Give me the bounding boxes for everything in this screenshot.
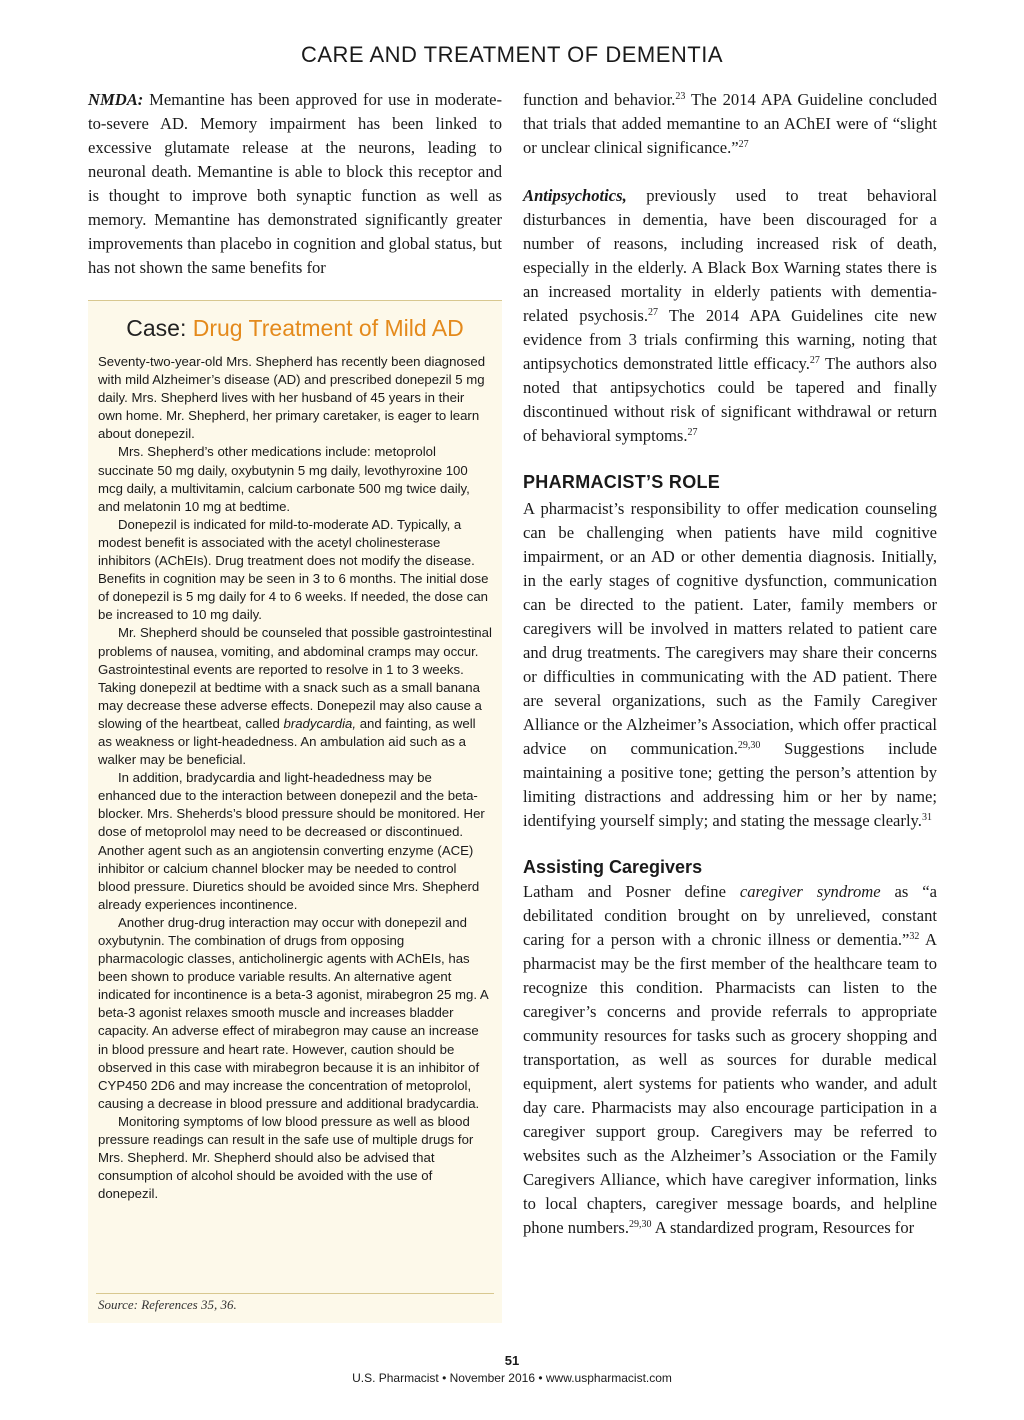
case-paragraph-4-term: bradycardia, — [283, 715, 357, 731]
assisting-caregivers-heading: Assisting Caregivers — [523, 857, 703, 877]
pharmacist-role-text-1: A pharmacist’s responsibility to offer medication counseling can be challenging when patients have mild cognitive impairment, or an AD or other dementia diagnosis. Initially, in the early stages of cognitive dysfunction, communication can be directed to the patient. Later, family members or caregivers will be involved in matters related to patient care and drug treatments. The caregivers may share their concerns or difficulties in communicating with the AD patient. There are several organizations, such as the Family Caregiver Alliance or the Alzheimer’s Association, which offer practical advice on communication. — [523, 499, 937, 758]
case-title-prefix: Case: — [126, 315, 187, 341]
case-paragraph-5: In addition, bradycardia and light-headedness may be enhanced due to the interaction between donepezil and the beta-blocker. Mrs. Sheherds’s blood pressure should be monitored. Her dose of metoprolol may need to be decreased or discontinued. Another agent such as an angiotensin converting enzyme (ACE) inhibitor or calcium channel blocker may be needed to control blood pressure. Diuretics should be avoided since Mrs. Shepherd already experiences incontinence. — [98, 770, 485, 912]
reference-marker: 31 — [921, 812, 932, 823]
case-paragraph-4-a: Mr. Shepherd should be counseled that possible gastrointestinal problems of nausea, vomiting, and abdominal cramps may occur. Gastrointestinal events are reported to resolve in 1 to 3 weeks. Taking donepezil at bedtime with a snack such as a small banana may decrease these adverse effects. Donepezil may also cause a slowing of the heartbeat, called — [98, 625, 492, 731]
reference-marker: 29,30 — [737, 740, 761, 751]
case-box — [88, 300, 502, 1323]
reference-marker: 27 — [809, 355, 820, 366]
reference-marker: 23 — [675, 91, 686, 102]
reference-marker: 29,30 — [629, 1219, 652, 1230]
antipsychotics-label: Antipsychotics, — [523, 186, 627, 205]
case-source: Source: References 35, 36. — [98, 1297, 237, 1312]
antipsychotics-text-2: The 2014 APA Guidelines cite new evidence from 3 trials confirming this warning, noting that antipsychotics demonstrated little efficacy. — [523, 306, 937, 373]
reference-marker: 27 — [738, 139, 749, 150]
assisting-text-1: Latham and Posner define — [523, 882, 740, 901]
case-paragraph-4 — [98, 624, 492, 769]
continuation-paragraph — [523, 88, 937, 160]
case-paragraph-6: Another drug-drug interaction may occur with donepezil and oxybutynin. The combination of drugs from opposing pharmacologic classes, anticholinergic agents with AChEIs, has been shown to produce variable results. An alternative agent indicated for incontinence is a beta-3 agonist, mirabegron 25 mg. A beta-3 agonist relaxes smooth muscle and increases bladder capacity. An adverse effect of mirabegron may cause an increase in blood pressure and heart rate. However, caution should be observed in this case with mirabegron because it is an inhibitor of CYP450 2D6 and may increase the concentration of metoprolol, causing a decrease in blood pressure and additional bradycardia. — [98, 914, 489, 1111]
assisting-text-3: A pharmacist may be the first member of the healthcare team to recognize this condition. Pharmacists can listen to the caregiver’s concerns and provide referrals to appropriate community resources for tasks such as grocery shopping and transportation, as well as sources for durable medical equipment, alert systems for patients who wander, and adult day care. Pharmacists may also encourage participation in a caregiver support group. Caregivers may be referred to websites such as the Alzheimer’s Association or the Family Caregivers Alliance, which have caregiver information, links to local chapters, caregiver message boards, and helpline phone numbers. — [523, 930, 938, 1237]
continuation-text-2: The 2014 APA Guideline concluded that trials that added memantine to an AChEI were of “slight or unclear clinical significance.” — [523, 90, 937, 157]
assisting-caregivers-paragraph — [523, 880, 937, 1240]
pharmacist-role-paragraph — [523, 497, 937, 833]
case-paragraph-7: Monitoring symptoms of low blood pressure as well as blood pressure readings can result in the safe use of multiple drugs for Mrs. Shepherd. Mr. Shepherd should also be advised that consumption of alcohol should be avoided with the use of donepezil. — [98, 1113, 474, 1202]
reference-marker: 27 — [687, 427, 698, 438]
case-paragraph-1: Seventy-two-year-old Mrs. Shepherd has recently been diagnosed with mild Alzheimer’s disease (AD) and prescribed donepezil 5 mg daily. Mrs. Shepherd lives with her husband of 45 years in their own home. Mr. Shepherd, her primary caretaker, is eager to learn about donepezil. — [98, 354, 486, 442]
assisting-text-2: as “a debilitated condition brought on by unrelieved, constant caring for a person with a chronic illness or dementia.” — [523, 882, 937, 949]
pharmacist-role-text-2: Suggestions include maintaining a positive tone; getting the person’s attention by limiting distractions and addressing him or her by name; identifying yourself simply; and stating the message clearly. — [523, 739, 937, 830]
assisting-term: caregiver syndrome — [739, 882, 881, 901]
nmda-label: NMDA: — [88, 90, 144, 109]
right-column — [523, 88, 937, 1240]
case-paragraph-4-b: and fainting, as well as weakness or light-headedness. An ambulation aid such as a walker may be beneficial. — [98, 715, 476, 768]
case-divider — [96, 1293, 494, 1294]
case-paragraph-3: Donepezil is indicated for mild-to-moderate AD. Typically, a modest benefit is associated with the acetyl cholinesterase inhibitors (AChEIs). Drug treatment does not modify the disease. Benefits in cognition may be seen in 3 to 6 months. The initial dose of donepezil is 5 mg daily for 4 to 6 weeks. If needed, the dose can be increased to 10 mg daily. — [98, 516, 489, 623]
page-footer — [0, 1352, 1024, 1387]
left-column — [88, 88, 502, 280]
footer-line: U.S. Pharmacist • November 2016 • www.uspharmacist.com — [352, 1371, 672, 1385]
antipsychotics-text-3: The authors also noted that antipsychotics could be tapered and finally discontinued without risk of significant withdrawal or return of behavioral symptoms. — [523, 354, 937, 445]
nmda-paragraph — [88, 88, 502, 280]
case-paragraph-2: Mrs. Shepherd’s other medications include: metoprolol succinate 50 mg daily, oxybutynin 5 mg daily, levothyroxine 100 mcg daily, a multivitamin, calcium carbonate 500 mg twice daily, and melatonin 10 mg at bedtime. — [98, 444, 470, 514]
case-title-main: Drug Treatment of Mild AD — [192, 315, 464, 341]
page-number: 51 — [504, 1353, 520, 1368]
case-body — [98, 353, 492, 1203]
nmda-text: Memantine has been approved for use in moderate-to-severe AD. Memory impairment has been linked to excessive glutamate release at the neurons, leading to neuronal death. Memantine is able to block this receptor and is thought to improve both synaptic function as well as memory. Memantine has demonstrated significantly greater improvements than placebo in cognition and global status, but has not shown the same benefits for — [88, 90, 502, 277]
assisting-text-4: A standardized program, Resources for — [651, 1218, 915, 1237]
pharmacist-role-heading: PHARMACIST’S ROLE — [523, 472, 721, 492]
reference-marker: 27 — [648, 307, 658, 318]
antipsychotics-text-1: previously used to treat behavioral disturbances in dementia, have been discouraged for a number of reasons, including increased risk of death, especially in the elderly. A Black Box Warning states there is an increased mortality in elderly patients with dementia-related psychosis. — [523, 186, 937, 325]
continuation-text-1: function and behavior. — [523, 90, 676, 109]
reference-marker: 32 — [909, 931, 920, 942]
case-title — [88, 315, 502, 342]
antipsychotics-paragraph — [523, 184, 937, 448]
running-head: CARE AND TREATMENT OF DEMENTIA — [300, 42, 724, 67]
